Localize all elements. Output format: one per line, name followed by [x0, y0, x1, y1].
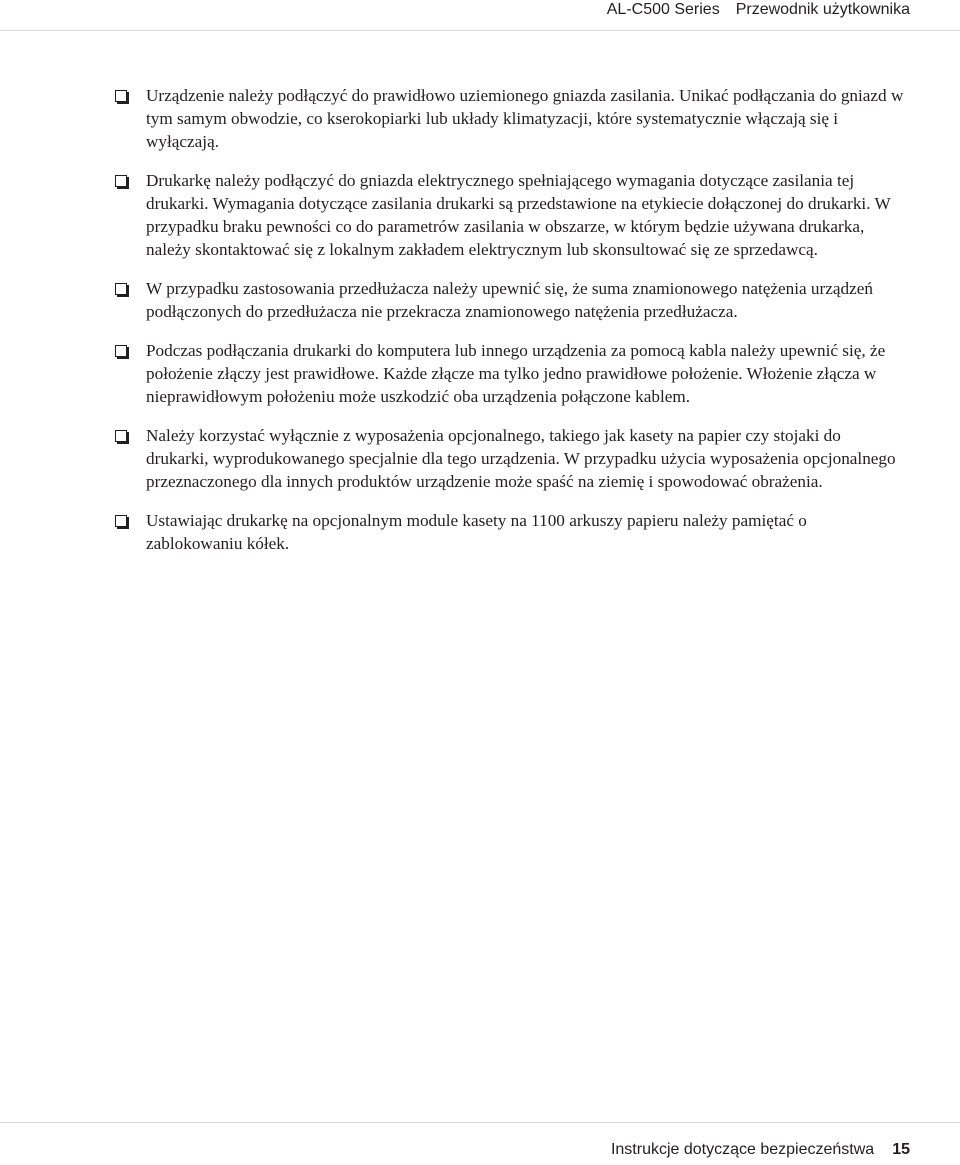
safety-list [115, 84, 905, 571]
list-item [115, 339, 905, 408]
checkbox-bullet-icon [115, 345, 127, 357]
list-item-text: Podczas podłączania drukarki do komputera lub innego urządzenia za pomocą kabla należy upewnić się, że położenie złączy jest prawidłowe. Każde złącze ma tylko jedno prawidłowe położenie. Włożenie złącza w nieprawidłowym położeniu może uszkodzić oba urządzenia połączone kablem. [146, 341, 886, 406]
list-item [115, 84, 905, 153]
header-text [607, 1, 910, 19]
list-item-text: Należy korzystać wyłącznie z wyposażenia opcjonalnego, takiego jak kasety na papier czy stojaki do drukarki, wyprodukowanego specjalnie dla tego urządzenia. W przypadku użycia wyposażenia opcjonalnego przeznaczonego dla innych produktów urządzenie może spaść na ziemię i spowodować obrażenia. [146, 426, 896, 491]
header-guide-title: Przewodnik użytkownika [735, 1, 910, 18]
footer-section-title: Instrukcje dotyczące bezpieczeństwa [610, 1141, 875, 1158]
footer-divider [0, 1122, 960, 1123]
list-item [115, 424, 905, 493]
list-item-text: W przypadku zastosowania przedłużacza należy upewnić się, że suma znamionowego natężenia urządzeń podłączonych do przedłużacza nie przekracza znamionowego natężenia przedłużacza. [146, 279, 873, 321]
list-item [115, 277, 905, 323]
header-product-name: AL-C500 Series [606, 1, 720, 18]
checkbox-bullet-icon [115, 175, 127, 187]
list-item-text: Ustawiając drukarkę na opcjonalnym module kasety na 1100 arkuszy papieru należy pamiętać o zablokowaniu kółek. [146, 511, 807, 553]
checkbox-bullet-icon [115, 90, 127, 102]
page-footer [0, 1122, 960, 1165]
header-divider [0, 30, 960, 31]
list-item [115, 169, 905, 261]
checkbox-bullet-icon [115, 283, 127, 295]
checkbox-bullet-icon [115, 430, 127, 442]
list-item-text: Urządzenie należy podłączyć do prawidłowo uziemionego gniazda zasilania. Unikać podłączania do gniazd w tym samym obwodzie, co kserokopiarki lub układy klimatyzacji, które systematycznie włączają się i wyłączają. [146, 86, 904, 151]
page-header [0, 0, 960, 32]
list-item [115, 509, 905, 555]
checkbox-bullet-icon [115, 515, 127, 527]
page-number: 15 [892, 1141, 910, 1158]
footer-text [611, 1141, 910, 1159]
list-item-text: Drukarkę należy podłączyć do gniazda elektrycznego spełniającego wymagania dotyczące zasilania tej drukarki. Wymagania dotyczące zasilania drukarki są przedstawione na etykiecie dołączonej do drukarki. W przypadku braku pewności co do parametrów zasilania w obszarze, w którym będzie używana drukarka, należy skontaktować się z lokalnym zakładem elektrycznym lub skonsultować się ze sprzedawcą. [146, 171, 891, 259]
